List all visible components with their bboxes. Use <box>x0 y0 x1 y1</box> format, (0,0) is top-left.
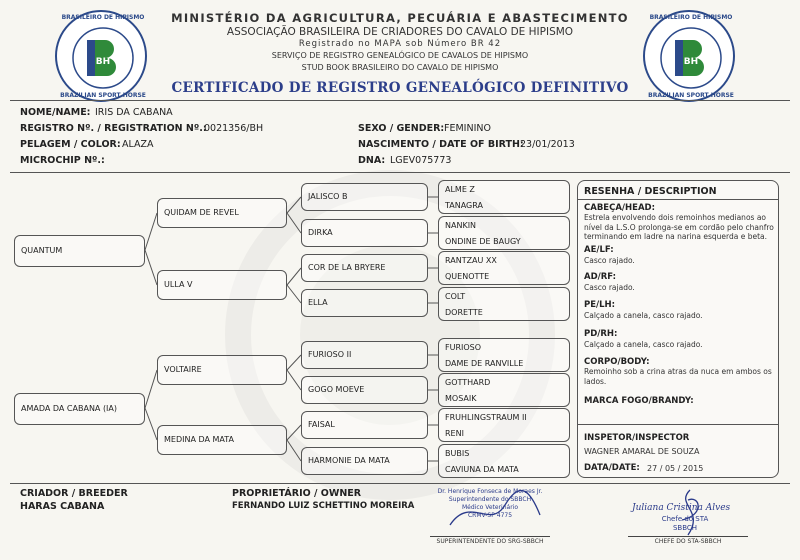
pedigree-gen4-pair <box>438 338 570 372</box>
gen3-name: FURIOSO II <box>308 350 352 359</box>
gen4-sire: RANTZAU XX <box>445 256 497 265</box>
pedigree-gen4-pair <box>438 287 570 321</box>
pd-label: PD/RH: <box>584 329 618 339</box>
pedigree-gen2-box <box>157 355 287 385</box>
inspector-divider <box>577 424 779 425</box>
header-registration: Registrado no MAPA sob Número BR 42 <box>298 39 502 49</box>
color-value: ALAZA <box>122 139 154 150</box>
gen4-sire: FURIOSO <box>445 343 482 352</box>
pedigree-gen3-box <box>301 341 428 369</box>
registration-label: REGISTRO Nº. / REGISTRATION Nº.: <box>20 123 207 134</box>
logo-right-top-text: BRASILEIRO DE HIPISMO <box>649 14 733 21</box>
pedigree-gen3-box <box>301 219 428 247</box>
gen2-name: MEDINA DA MATA <box>164 435 235 444</box>
brand-label: MARCA FOGO/BRANDY: <box>584 396 694 406</box>
gen3-name: JALISCO B <box>308 192 348 201</box>
ad-text: Casco rajado. <box>584 283 635 292</box>
pedigree-gen3-box <box>301 447 428 475</box>
name-value: IRIS DA CABANA <box>95 107 173 118</box>
gen4-dam: DAME DE RANVILLE <box>445 359 524 368</box>
pedigree-gen4-pair <box>438 408 570 442</box>
body-label: CORPO/BODY: <box>584 357 650 367</box>
pedigree-gen3-box <box>301 376 428 404</box>
gen3-name: GOGO MOEVE <box>308 385 365 394</box>
pedigree-dam <box>14 393 145 425</box>
svg-text:BH: BH <box>95 57 111 67</box>
signature-superintendent <box>440 485 550 535</box>
gen4-dam: TANAGRA <box>445 201 483 210</box>
gen4-dam: ONDINE DE BAUGY <box>445 237 521 246</box>
gen4-sire: GOTTHARD <box>445 378 491 387</box>
registration-value: 0021356/BH <box>204 123 264 134</box>
dam-name: AMADA DA CABANA (IA) <box>21 404 118 413</box>
pedigree-gen2-box <box>157 270 287 300</box>
pedigree-gen3-box <box>301 411 428 439</box>
logo-left-bottom-text: BRAZILIAN SPORT HORSE <box>60 92 146 99</box>
pedigree-gen4-pair <box>438 373 570 407</box>
pedigree-gen2-box <box>157 198 287 228</box>
breeder-value: HARAS CABANA <box>20 501 105 512</box>
gen4-sire: COLT <box>445 292 466 301</box>
pedigree-gen4-pair <box>438 251 570 285</box>
head-label: CABEÇA/HEAD: <box>584 203 655 213</box>
gen4-dam: MOSAIK <box>445 394 477 403</box>
date-label: DATA/DATE: <box>584 463 640 473</box>
gen4-dam: RENI <box>445 429 464 438</box>
gen4-sire: ALME Z <box>445 185 475 194</box>
sex-label: SEXO / GENDER: <box>358 123 445 134</box>
sire-name: QUANTUM <box>21 246 63 255</box>
ad-label: AD/RF: <box>584 272 617 282</box>
pedigree-gen4-pair <box>438 216 570 250</box>
breeder-label: CRIADOR / BREEDER <box>20 488 128 499</box>
head-text: Estrela envolvendo dois remoinhos medianos ao nível da L.S.O prolonga-se em cordão pelo chanfro terminando em ladre na narina esquerda e beta. <box>584 213 774 241</box>
pedigree-gen3-box <box>301 289 428 317</box>
ae-label: AE/LF: <box>584 245 614 255</box>
gen3-name: DIRKA <box>308 228 333 237</box>
gen2-name: VOLTAIRE <box>164 365 202 374</box>
gen4-dam: QUENOTTE <box>445 272 490 281</box>
stamp1-line4: CRMV-SP 4775 <box>467 512 513 519</box>
gen3-name: ELLA <box>308 298 328 307</box>
header-studbook: STUD BOOK BRASILEIRO DO CAVALO DE HIPISMO <box>301 63 499 72</box>
divider-bottom <box>10 483 790 484</box>
description-divider <box>577 199 779 200</box>
pedigree-gen2-box <box>157 425 287 455</box>
header-association: ASSOCIAÇÃO BRASILEIRA DE CRIADORES DO CAVALO DE HIPISMO <box>226 26 574 38</box>
gen4-sire: BUBIS <box>445 449 470 458</box>
microchip-label: MICROCHIP Nº.: <box>20 155 105 166</box>
gen4-dam: CAVIUNA DA MATA <box>445 465 519 474</box>
gen3-name: FAISAL <box>308 420 335 429</box>
sig2-caption: CHEFE DO STA-SBBCH <box>654 538 722 545</box>
pedigree-gen4-pair <box>438 444 570 478</box>
inspector-label: INSPETOR/INSPECTOR <box>584 433 690 443</box>
sig1-caption: SUPERINTENDENTE DO SRG-SBBCH <box>436 538 544 545</box>
pedigree-sire <box>14 235 145 267</box>
header-ministry: MINISTÉRIO DA AGRICULTURA, PECUÁRIA E ABASTECIMENTO <box>171 11 629 25</box>
gen4-sire: NANKIN <box>445 221 477 230</box>
birth-value: 23/01/2013 <box>520 139 575 150</box>
gen4-sire: FRUHLINGSTRAUM II <box>445 413 527 422</box>
inspector-value: WAGNER AMARAL DE SOUZA <box>584 447 700 456</box>
gen2-name: QUIDAM DE REVEL <box>164 208 239 217</box>
sig2-name: Juliana Cristina Alves <box>632 503 731 513</box>
color-label: PELAGEM / COLOR: <box>20 139 121 150</box>
logo-left-top-text: BRASILEIRO DE HIPISMO <box>61 14 145 21</box>
dna-label: DNA: <box>358 155 386 166</box>
pe-label: PE/LH: <box>584 300 616 310</box>
sig2-line <box>628 536 748 537</box>
body-text: Remoinho sob a crina atras da nuca em ambos os lados. <box>584 367 772 386</box>
birth-label: NASCIMENTO / DATE OF BIRTH: <box>358 139 524 150</box>
pedigree-gen3-box <box>301 254 428 282</box>
owner-value: FERNANDO LUIZ SCHETTINO MOREIRA <box>232 501 415 511</box>
sex-value: FEMININO <box>444 123 491 134</box>
gen4-dam: DORETTE <box>445 308 483 317</box>
signature-chief <box>660 485 720 540</box>
sig2-line2: Chefe do STA <box>661 515 709 523</box>
sig2-line3: SBBCH <box>672 524 698 532</box>
pedigree-gen3-box <box>301 183 428 211</box>
stamp1-line3: Médico Veterinário <box>461 504 518 511</box>
pedigree-gen4-pair <box>438 180 570 214</box>
svg-text:BH: BH <box>683 57 699 67</box>
sig1-line <box>430 536 550 537</box>
logo-right-bottom-text: BRAZILIAN SPORT HORSE <box>648 92 734 99</box>
pe-text: Calçado a canela, casco rajado. <box>584 311 703 320</box>
pd-text: Calçado a canela, casco rajado. <box>584 340 703 349</box>
dna-value: LGEV075773 <box>390 155 452 166</box>
gen3-name: HARMONIE DA MATA <box>308 456 390 465</box>
date-value: 27 / 05 / 2015 <box>647 464 704 473</box>
stamp1-line1: Dr. Henrique Fonseca de Moraes Jr. <box>437 488 543 495</box>
gen2-name: ULLA V <box>164 280 193 289</box>
description-title: RESENHA / DESCRIPTION <box>584 186 717 197</box>
certificate-title: CERTIFICADO DE REGISTRO GENEALÓGICO DEFINITIVO <box>171 80 629 96</box>
stamp1-line2: Superintendente do SBBCH <box>448 496 532 503</box>
name-label: NOME/NAME: <box>20 107 91 118</box>
owner-label: PROPRIETÁRIO / OWNER <box>232 488 362 499</box>
gen3-name: COR DE LA BRYERE <box>308 263 386 272</box>
header-service: SERVIÇO DE REGISTRO GENEALÓGICO DE CAVALOS DE HIPISMO <box>271 51 529 60</box>
ae-text: Casco rajado. <box>584 256 635 265</box>
